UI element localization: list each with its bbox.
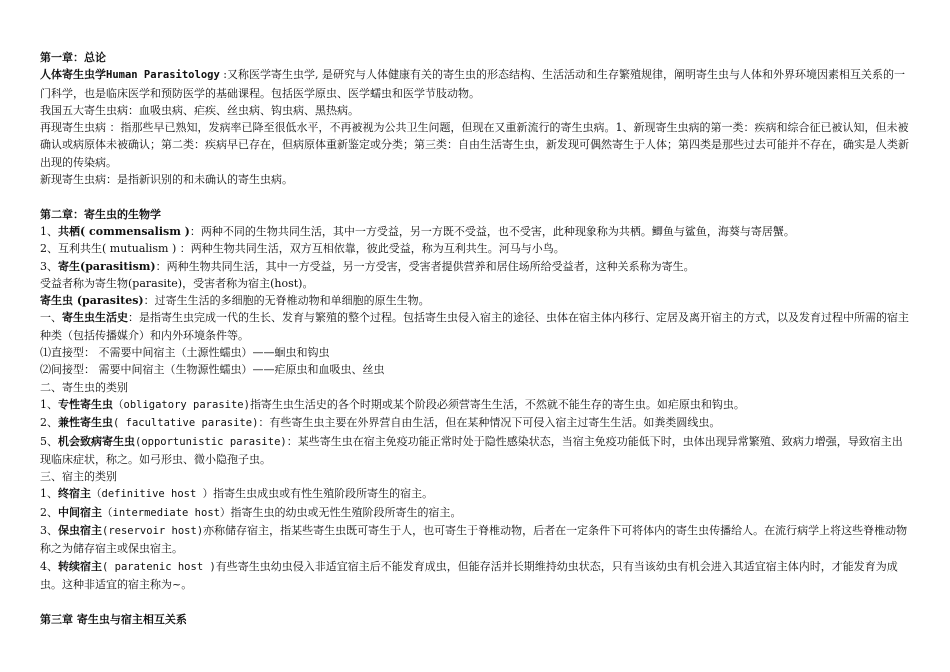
item-parasites bbox=[40, 292, 910, 309]
term-definitive-host-en: （definitive host ） bbox=[91, 488, 214, 501]
item-commensalism bbox=[40, 223, 910, 240]
definition-text: :又称医学寄生虫学, 是研究与人体健康有关的寄生虫的形态结构、生活活动和生存繁殖规律，阐明寄生虫与人体和外界环境因素相互关系的一门科学，也是临床医学和预防医学的基础课程。包括医学原虫、医学蠕虫和医学节肢动物。 bbox=[40, 68, 905, 100]
five-parasitic-diseases: 我国五大寄生虫病：血吸虫病、疟疾、丝虫病、钩虫病、黑热病。 bbox=[40, 103, 359, 117]
term-parasitism: 寄生(parasitism) bbox=[58, 259, 156, 273]
item-definitive-host bbox=[40, 485, 910, 503]
item-text: 指寄生虫成虫或有性生殖阶段所寄生的宿主。 bbox=[213, 487, 434, 501]
item-obligatory-parasite bbox=[40, 396, 910, 414]
term-human-parasitology-en: Human Parasitology bbox=[106, 69, 220, 82]
term-commensalism: 共栖 bbox=[58, 224, 80, 238]
item-text: ：某些寄生虫在宿主免疫功能正常时处于隐性感染状态，当宿主免疫功能低下时，虫体出现异常繁殖、致病力增强，导致宿主出现临床症状，称之。如弓形虫、微小隐孢子虫。 bbox=[40, 434, 903, 466]
term-facultative: 兼性寄生虫 bbox=[58, 416, 113, 430]
indirect-type: ⑵间接型： 需要中间宿主（生物源性蠕虫）——疟原虫和血吸虫、丝虫 bbox=[40, 363, 385, 377]
term-paratenic-host-en: ( paratenic host ) bbox=[102, 560, 216, 573]
item-number: 4、 bbox=[40, 559, 58, 573]
item-intermediate-host bbox=[40, 504, 910, 522]
term-reservoir-host: 保虫宿主 bbox=[58, 524, 102, 538]
item-life-cycle bbox=[40, 309, 910, 344]
item-number: 2、 bbox=[40, 416, 58, 430]
term-mutualism: 2、互利共生( bbox=[40, 242, 107, 256]
new-diseases: 新现寄生虫病：是指新识别的和未确认的寄生虫病。 bbox=[40, 173, 293, 187]
chapter-1-title: 第一章：总论 bbox=[40, 51, 106, 64]
term-commensalism-en: ( commensalism ) bbox=[80, 224, 190, 238]
term-facultative-en: ( facultative parasite) bbox=[113, 417, 259, 430]
item-facultative-parasite bbox=[40, 414, 910, 432]
reemerging-diseases: 再现寄生虫病 ：指那些早已熟知，发病率已降至很低水平，不再被视为公共卫生问题，但现在又重新流行的寄生虫病。1、新现寄生虫病的第一类：疾病和综合征已被认知，但未被确认或病原体未被确认；第二类：疾病早已存在，但病原体重新鉴定或分类；第三类：自由生活寄生虫，新发现可偶然寄生于人体；第四类是那些过去可能并不存在，确实是人类新出现的传染病。 bbox=[40, 121, 909, 169]
item-paratenic-host bbox=[40, 558, 910, 594]
term-paratenic-host: 转续宿主 bbox=[58, 559, 102, 573]
term-life-cycle: 寄生虫生活史 bbox=[62, 311, 128, 325]
item-number: 3、 bbox=[40, 524, 58, 538]
term-opportunistic-en: (opportunistic parasite) bbox=[135, 435, 287, 448]
item-number: 1、 bbox=[40, 397, 58, 411]
term-intermediate-host: 中间宿主 bbox=[58, 505, 102, 519]
item-mutualism bbox=[40, 240, 910, 257]
item-text: ：是指寄生虫完成一代的生长、发育与繁殖的整个过程。包括寄生虫侵入宿主的途径、虫体在宿主体内移行、定居及离开宿主的方式，以及发育过程中所需的宿主种类（包括传播媒介）和内外环境条件等。 bbox=[40, 311, 909, 342]
item-reservoir-host bbox=[40, 522, 910, 558]
section-host-categories: 三、宿主的类别 bbox=[40, 470, 117, 484]
item-text: ：两种不同的生物共同生活，其中一方受益，另一方既不受益，也不受害，此种现象称为共栖。鲫鱼与鲨鱼，海葵与寄居蟹。 bbox=[189, 224, 795, 238]
parasite-host-line: 受益者称为寄生物(parasite)，受害者称为宿主(host)。 bbox=[40, 276, 314, 290]
term-intermediate-host-en: （intermediate host） bbox=[102, 506, 231, 519]
term-parasites: 寄生虫 (parasites) bbox=[40, 294, 144, 308]
item-text: ：过寄生生活的多细胞的无脊椎动物和单细胞的原生生物。 bbox=[143, 294, 430, 308]
direct-type: ⑴直接型： 不需要中间宿主（土源性蠕虫）——蛔虫和钩虫 bbox=[40, 346, 330, 360]
item-opportunistic-parasite bbox=[40, 433, 910, 469]
item-number: 5、 bbox=[40, 434, 58, 448]
term-definitive-host: 终宿主 bbox=[58, 487, 91, 501]
term-mutualism-en: mutualism ) bbox=[106, 242, 180, 256]
term-obligatory: 专性寄生虫 bbox=[58, 397, 113, 411]
item-text: 指寄生虫的幼虫或无性生殖阶段所寄生的宿主。 bbox=[230, 505, 462, 519]
item-number: 3、 bbox=[40, 259, 58, 273]
item-number: 一、 bbox=[40, 311, 62, 325]
item-number: 1、 bbox=[40, 224, 58, 238]
item-text: ：两种生物共同生活，双方互相依靠，彼此受益，称为互利共生。河马与小鸟。 bbox=[179, 242, 565, 256]
definition-human-parasitology bbox=[40, 66, 910, 102]
item-text: ：两种生物共同生活，其中一方受益，另一方受害，受害者提供营养和居住场所给受益者，这种关系称为寄生。 bbox=[155, 259, 695, 273]
item-text: ：有些寄生虫主要在外界营自由生活，但在某种情况下可侵入宿主过寄生生活。如粪类圆线虫。 bbox=[258, 416, 721, 430]
item-parasitism bbox=[40, 258, 910, 275]
chapter-3-title: 第三章 寄生虫与宿主相互关系 bbox=[40, 612, 187, 626]
item-number: 1、 bbox=[40, 487, 58, 501]
term-obligatory-en: （obligatory parasite) bbox=[113, 398, 250, 411]
term-reservoir-host-en: (reservoir host) bbox=[102, 525, 204, 538]
section-gap bbox=[40, 188, 910, 205]
section-gap bbox=[40, 593, 910, 610]
section-parasite-categories: 二、寄生虫的类别 bbox=[40, 380, 128, 394]
item-text: 指寄生虫生活史的各个时期或某个阶段必须营寄生生活，不然就不能生存的寄生虫。如疟原虫和钩虫。 bbox=[249, 397, 745, 411]
term-opportunistic: 机会致病寄生虫 bbox=[58, 434, 135, 448]
item-text: 亦称储存宿主，指某些寄生虫既可寄生于人，也可寄生于脊椎动物，后者在一定条件下可将体内的寄生虫传播给人。在流行病学上将这些脊椎动物称之为储存宿主或保虫宿主。 bbox=[40, 524, 908, 556]
chapter-2-title: 第二章：寄生虫的生物学 bbox=[40, 207, 161, 221]
term-human-parasitology: 人体寄生虫学 bbox=[40, 68, 106, 82]
item-text: 有些寄生虫幼虫侵入非适宜宿主后不能发育成虫，但能存活并长期维持幼虫状态，只有当该幼虫有机会进入其适宜宿主体内时，才能发育为成虫。这种非适宜的宿主称为~。 bbox=[40, 559, 898, 591]
item-number: 2、 bbox=[40, 505, 58, 519]
